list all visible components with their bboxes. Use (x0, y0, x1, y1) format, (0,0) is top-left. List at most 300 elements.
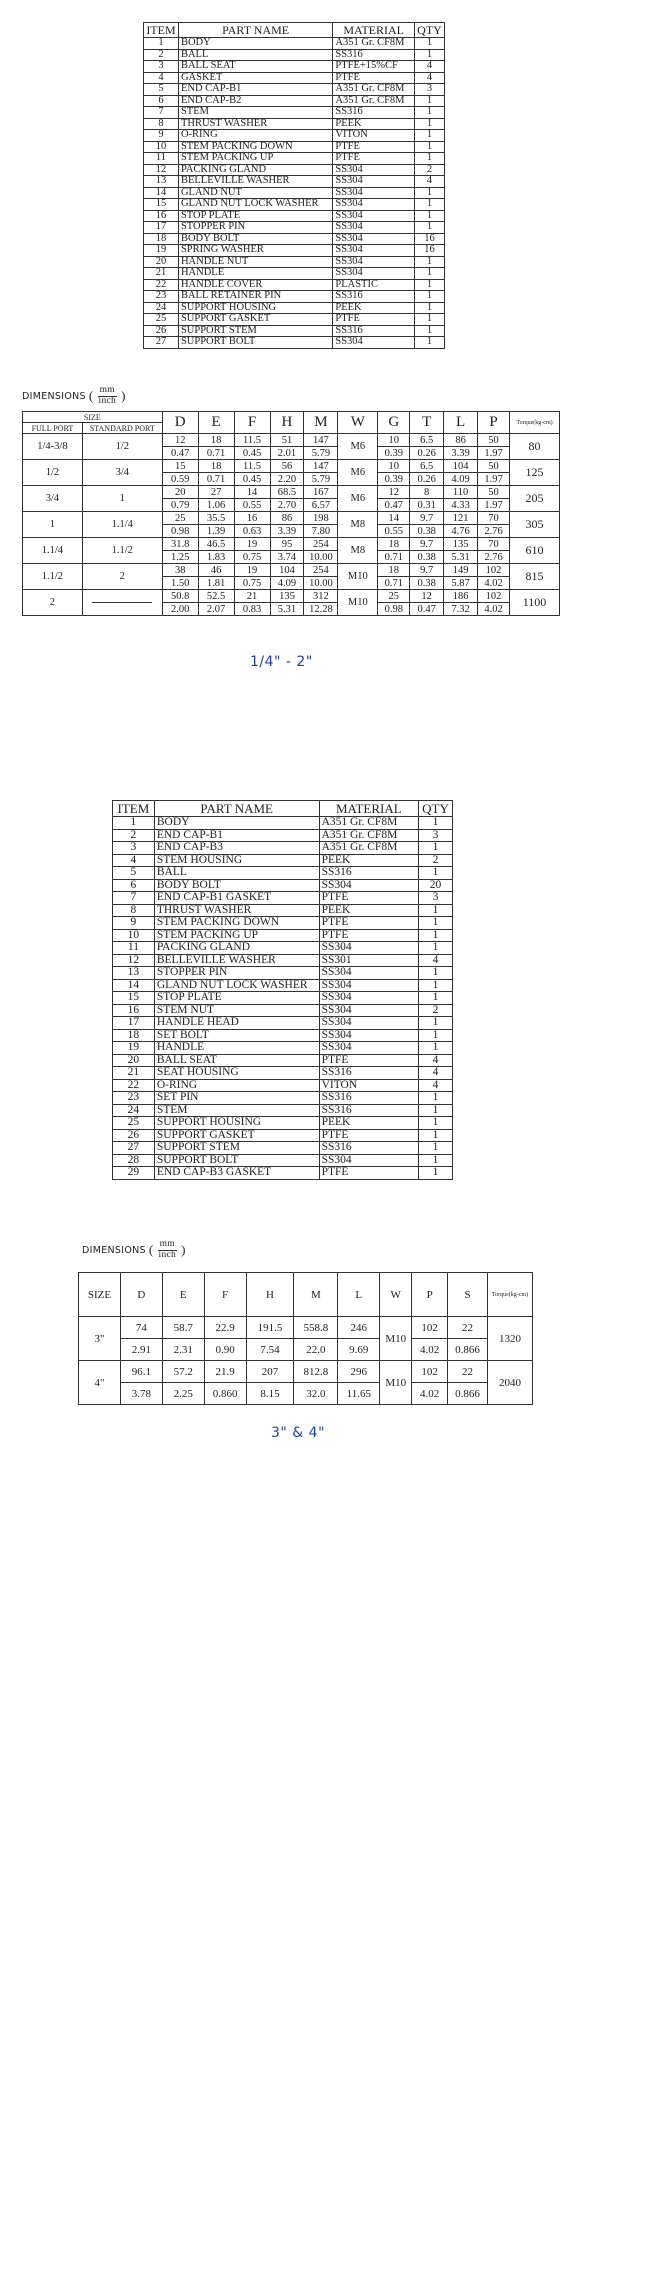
material: SS304 (319, 979, 418, 992)
torque: 80 (510, 434, 560, 460)
dim-f-mm: 22.9 (204, 1317, 246, 1339)
dim-p-inch: 4.02 (412, 1383, 448, 1405)
item-number: 29 (113, 1167, 155, 1180)
table-row (144, 61, 445, 73)
torque: 815 (510, 564, 560, 590)
section-title-2: 3" & 4" (271, 1425, 326, 1441)
dimensions-table-1 (22, 411, 560, 616)
material: SS304 (319, 1029, 418, 1042)
unit-fraction (157, 1240, 179, 1261)
table-row (113, 942, 453, 955)
dim-d-inch: 1.50 (162, 577, 198, 590)
part-name: STEM PACKING DOWN (154, 917, 319, 930)
table-row (113, 917, 453, 930)
dim-e-mm: 46.5 (198, 538, 234, 551)
dim-m-inch: 5.79 (304, 447, 338, 460)
dim-d-mm: 38 (162, 564, 198, 577)
item-number: 1 (113, 817, 155, 830)
quantity: 1 (414, 210, 444, 222)
part-name: END CAP-B3 (154, 842, 319, 855)
material: SS304 (333, 268, 415, 280)
item-number: 20 (144, 256, 179, 268)
item-number: 6 (144, 95, 179, 107)
material: SS316 (319, 1092, 418, 1105)
table-row (113, 1092, 453, 1105)
quantity: 1 (414, 118, 444, 130)
dim-e-inch: 2.31 (162, 1339, 204, 1361)
dim-t-inch: 0.26 (410, 447, 444, 460)
size: 3" (79, 1317, 121, 1361)
standard-port-header: STANDARD PORT (82, 423, 162, 434)
table-row (113, 1042, 453, 1055)
dim-h-inch: 2.70 (270, 499, 304, 512)
dimensions-label: DIMENSIONS (82, 1244, 146, 1256)
item-number: 23 (144, 291, 179, 303)
material: SS304 (319, 879, 418, 892)
material: A351 Gr. CF8M (319, 817, 418, 830)
part-name: SUPPORT BOLT (154, 1154, 319, 1167)
dim-h-inch: 7.54 (246, 1339, 294, 1361)
dim-d-mm: 12 (162, 434, 198, 447)
part-name: BALL (178, 49, 332, 61)
dim-l-mm: 186 (444, 590, 478, 603)
dim-t-mm: 9.7 (410, 538, 444, 551)
dim-p-mm: 102 (478, 564, 510, 577)
torque: 1100 (510, 590, 560, 616)
dim-m-mm: 167 (304, 486, 338, 499)
quantity: 1 (419, 1104, 453, 1117)
material: SS304 (333, 337, 415, 349)
part-name: GASKET (178, 72, 332, 84)
table-row (144, 49, 445, 61)
table-row (113, 1142, 453, 1155)
dim-t-inch: 0.38 (410, 577, 444, 590)
table-row (113, 879, 453, 892)
dim-h-mm: 207 (246, 1361, 294, 1383)
quantity: 1 (414, 199, 444, 211)
col-g: G (378, 412, 410, 434)
dim-d-inch: 0.59 (162, 473, 198, 486)
standard-port-size: 1.1/4 (82, 512, 162, 538)
full-port-header: FULL PORT (23, 423, 83, 434)
dim-d-inch: 2.00 (162, 603, 198, 616)
table-row (113, 954, 453, 967)
torque: 1320 (488, 1317, 533, 1361)
part-name: BODY BOLT (178, 233, 332, 245)
dim-m-mm: 312 (304, 590, 338, 603)
dim-m-mm: 147 (304, 434, 338, 447)
item-number: 6 (113, 879, 155, 892)
part-name: STEM HOUSING (154, 854, 319, 867)
item-number: 28 (113, 1154, 155, 1167)
part-name: HANDLE (154, 1042, 319, 1055)
dim-row-mm (23, 486, 560, 499)
material: SS316 (333, 107, 415, 119)
part-name: END CAP-B2 (178, 95, 332, 107)
quantity: 3 (414, 84, 444, 96)
material: SS304 (333, 164, 415, 176)
dim-h-mm: 135 (270, 590, 304, 603)
quantity: 1 (414, 107, 444, 119)
table-row (113, 867, 453, 880)
part-name: GLAND NUT LOCK WASHER (154, 979, 319, 992)
dim-p-mm: 102 (478, 590, 510, 603)
dim-m-mm: 198 (304, 512, 338, 525)
dim-row-mm (23, 538, 560, 551)
material: PEEK (319, 854, 418, 867)
quantity: 1 (419, 867, 453, 880)
dim-w: M8 (338, 538, 378, 564)
header-qty: QTY (414, 23, 444, 38)
material: PTFE (333, 141, 415, 153)
item-number: 16 (113, 1004, 155, 1017)
material: PEEK (333, 302, 415, 314)
quantity: 1 (419, 1092, 453, 1105)
torque: 305 (510, 512, 560, 538)
item-number: 8 (113, 904, 155, 917)
table-row (113, 1017, 453, 1030)
part-name: END CAP-B1 (178, 84, 332, 96)
dim-h-mm: 56 (270, 460, 304, 473)
dim-t-mm: 8 (410, 486, 444, 499)
col-w: W (338, 412, 378, 434)
material: SS304 (319, 992, 418, 1005)
dim-p-mm: 50 (478, 486, 510, 499)
dim-g-inch: 0.55 (378, 525, 410, 538)
dash-line (92, 602, 152, 603)
dim-e-mm: 52.5 (198, 590, 234, 603)
quantity: 1 (414, 222, 444, 234)
dim-d-inch: 0.47 (162, 447, 198, 460)
part-name: SUPPORT BOLT (178, 337, 332, 349)
parts-table-1-header (144, 23, 445, 38)
quantity: 1 (414, 141, 444, 153)
dim-d-mm: 15 (162, 460, 198, 473)
item-number: 13 (144, 176, 179, 188)
quantity: 1 (414, 314, 444, 326)
part-name: SUPPORT HOUSING (154, 1117, 319, 1130)
quantity: 1 (414, 95, 444, 107)
table-row (144, 164, 445, 176)
dim-f-inch: 0.45 (234, 473, 270, 486)
quantity: 3 (419, 892, 453, 905)
material: SS316 (319, 1104, 418, 1117)
table-row (113, 929, 453, 942)
table-row (113, 1067, 453, 1080)
part-name: BALL SEAT (154, 1054, 319, 1067)
unit-fraction (97, 386, 119, 407)
material: PEEK (319, 904, 418, 917)
quantity: 1 (414, 187, 444, 199)
part-name: SUPPORT STEM (154, 1142, 319, 1155)
full-port-size: 1.1/4 (23, 538, 83, 564)
col-e: E (162, 1273, 204, 1317)
col-f: F (204, 1273, 246, 1317)
quantity: 1 (419, 1029, 453, 1042)
dim-g-inch: 0.98 (378, 603, 410, 616)
torque: 205 (510, 486, 560, 512)
part-name: SUPPORT HOUSING (178, 302, 332, 314)
parts-table-2 (112, 800, 453, 1180)
col-m: M (304, 412, 338, 434)
quantity: 3 (419, 829, 453, 842)
material: SS304 (333, 176, 415, 188)
part-name: THRUST WASHER (154, 904, 319, 917)
dim-t-inch: 0.38 (410, 525, 444, 538)
part-name: STEM NUT (154, 1004, 319, 1017)
item-number: 11 (144, 153, 179, 165)
dim-row-mm (79, 1361, 533, 1383)
quantity: 1 (419, 979, 453, 992)
quantity: 1 (414, 153, 444, 165)
dim-p-inch: 1.97 (478, 447, 510, 460)
dim-e-inch: 2.25 (162, 1383, 204, 1405)
dim-g-mm: 10 (378, 434, 410, 447)
part-name: BALL SEAT (178, 61, 332, 73)
dim-p-mm: 102 (412, 1361, 448, 1383)
header-item: ITEM (113, 801, 155, 817)
item-number: 25 (144, 314, 179, 326)
dim-p-inch: 4.02 (478, 577, 510, 590)
dim-f-mm: 14 (234, 486, 270, 499)
quantity: 1 (419, 1129, 453, 1142)
table-row (144, 268, 445, 280)
dim-h-inch: 8.15 (246, 1383, 294, 1405)
quantity: 1 (414, 38, 444, 50)
material: VITON (319, 1079, 418, 1092)
table-row (144, 256, 445, 268)
dim-d-mm: 31.8 (162, 538, 198, 551)
part-name: STEM (178, 107, 332, 119)
dimensions-table-2 (78, 1272, 533, 1405)
dim-w: M10 (338, 590, 378, 616)
dim-w: M10 (380, 1361, 412, 1405)
dimensions-caption-1: DIMENSIONS ( $\frac{mm}{\text{inch}}$ ) (22, 385, 126, 406)
dim-m-mm: 147 (304, 460, 338, 473)
item-number: 16 (144, 210, 179, 222)
dim-s-mm: 22 (448, 1317, 488, 1339)
material: SS304 (333, 222, 415, 234)
quantity: 1 (419, 1154, 453, 1167)
dim-d-mm: 25 (162, 512, 198, 525)
item-number: 7 (113, 892, 155, 905)
dim-e-mm: 18 (198, 434, 234, 447)
dim-h-mm: 95 (270, 538, 304, 551)
dim-row-mm (23, 590, 560, 603)
dim-e-inch: 0.71 (198, 473, 234, 486)
material: SS304 (319, 1042, 418, 1055)
standard-port-size: 3/4 (82, 460, 162, 486)
item-number: 27 (113, 1142, 155, 1155)
unit-inch: inch (158, 1249, 177, 1260)
item-number: 27 (144, 337, 179, 349)
part-name: SUPPORT STEM (178, 325, 332, 337)
part-name: HANDLE HEAD (154, 1017, 319, 1030)
material: SS304 (319, 1017, 418, 1030)
quantity: 1 (414, 291, 444, 303)
dim-e-mm: 27 (198, 486, 234, 499)
dim-p-mm: 50 (478, 460, 510, 473)
dim-h-inch: 2.20 (270, 473, 304, 486)
item-number: 3 (144, 61, 179, 73)
dim-t-inch: 0.31 (410, 499, 444, 512)
col-h: H (270, 412, 304, 434)
quantity: 4 (414, 72, 444, 84)
col-s: S (448, 1273, 488, 1317)
quantity: 4 (414, 61, 444, 73)
item-number: 26 (113, 1129, 155, 1142)
dim-f-mm: 21 (234, 590, 270, 603)
table-row (144, 130, 445, 142)
dim-p-inch: 1.97 (478, 473, 510, 486)
part-name: HANDLE COVER (178, 279, 332, 291)
item-number: 18 (113, 1029, 155, 1042)
material: A351 Gr. CF8M (319, 829, 418, 842)
dim-g-mm: 12 (378, 486, 410, 499)
table-row (144, 199, 445, 211)
dimensions-caption-2: DIMENSIONS ( $\frac{mm}{\text{inch}}$ ) (82, 1239, 186, 1260)
item-number: 9 (144, 130, 179, 142)
dim-row-mm (23, 512, 560, 525)
part-name: THRUST WASHER (178, 118, 332, 130)
quantity: 2 (419, 1004, 453, 1017)
dim-m-inch: 10.00 (304, 551, 338, 564)
dim-d-inch: 0.98 (162, 525, 198, 538)
full-port-size: 1 (23, 512, 83, 538)
item-number: 19 (144, 245, 179, 257)
part-name: STEM PACKING DOWN (178, 141, 332, 153)
table-row (144, 222, 445, 234)
material: A351 Gr. CF8M (319, 842, 418, 855)
dim-g-mm: 18 (378, 538, 410, 551)
parts-table-1 (143, 22, 445, 349)
table-row (113, 979, 453, 992)
part-name: O-RING (178, 130, 332, 142)
item-number: 13 (113, 967, 155, 980)
section-title-1: 1/4" - 2" (250, 654, 313, 670)
dim-e-inch: 1.39 (198, 525, 234, 538)
table-row (113, 1104, 453, 1117)
table-row (113, 1004, 453, 1017)
table-row (113, 992, 453, 1005)
dim-m-inch: 10.00 (304, 577, 338, 590)
quantity: 2 (414, 164, 444, 176)
dim-l-inch: 4.33 (444, 499, 478, 512)
item-number: 22 (144, 279, 179, 291)
dim-e-mm: 35.5 (198, 512, 234, 525)
standard-port-size (82, 590, 162, 616)
part-name: END CAP-B1 (154, 829, 319, 842)
quantity: 20 (419, 879, 453, 892)
quantity: 1 (414, 256, 444, 268)
torque: 125 (510, 460, 560, 486)
dim-m-inch: 7.80 (304, 525, 338, 538)
table-row (113, 1167, 453, 1180)
material: SS316 (319, 867, 418, 880)
table-row (113, 1054, 453, 1067)
table-row (144, 314, 445, 326)
dim-h-inch: 3.74 (270, 551, 304, 564)
item-number: 12 (113, 954, 155, 967)
dim-p-mm: 70 (478, 512, 510, 525)
dim-f-mm: 21.9 (204, 1361, 246, 1383)
quantity: 1 (414, 279, 444, 291)
material: PLASTIC (333, 279, 415, 291)
dim-e-inch: 0.71 (198, 447, 234, 460)
part-name: SET PIN (154, 1092, 319, 1105)
quantity: 4 (419, 1067, 453, 1080)
parts-table-2-header (113, 801, 453, 817)
full-port-size: 1/4-3/8 (23, 434, 83, 460)
dim-l-inch: 5.87 (444, 577, 478, 590)
quantity: 1 (414, 130, 444, 142)
col-torque: Torque(kg-cm) (510, 412, 560, 434)
item-number: 17 (144, 222, 179, 234)
table-row (144, 187, 445, 199)
material: SS316 (319, 1067, 418, 1080)
dim-p-inch: 1.97 (478, 499, 510, 512)
quantity: 1 (419, 817, 453, 830)
dim-e-mm: 58.7 (162, 1317, 204, 1339)
dim-f-inch: 0.860 (204, 1383, 246, 1405)
dim-g-mm: 25 (378, 590, 410, 603)
table-row (113, 1129, 453, 1142)
table-row (144, 245, 445, 257)
dim-d-inch: 2.91 (120, 1339, 162, 1361)
material: A351 Gr. CF8M (333, 95, 415, 107)
header-part-name: PART NAME (178, 23, 332, 38)
full-port-size: 1.1/2 (23, 564, 83, 590)
part-name: SEAT HOUSING (154, 1067, 319, 1080)
dim-l-inch: 3.39 (444, 447, 478, 460)
part-name: BALL RETAINER PIN (178, 291, 332, 303)
dim-w: M10 (338, 564, 378, 590)
table-row (144, 118, 445, 130)
dim-h-inch: 3.39 (270, 525, 304, 538)
part-name: STOPPER PIN (154, 967, 319, 980)
dim-f-inch: 0.75 (234, 551, 270, 564)
material: PTFE (319, 917, 418, 930)
table-row (144, 141, 445, 153)
col-d: D (162, 412, 198, 434)
dim-m-mm: 254 (304, 564, 338, 577)
quantity: 4 (414, 176, 444, 188)
material: SS304 (319, 942, 418, 955)
item-number: 15 (113, 992, 155, 1005)
table-row (144, 107, 445, 119)
dim-h-mm: 191.5 (246, 1317, 294, 1339)
dim-p-inch: 4.02 (478, 603, 510, 616)
dim-l-mm: 86 (444, 434, 478, 447)
dim-m-inch: 5.79 (304, 473, 338, 486)
dim-s-mm: 22 (448, 1361, 488, 1383)
dim-p-mm: 102 (412, 1317, 448, 1339)
material: SS304 (333, 187, 415, 199)
dim-g-mm: 10 (378, 460, 410, 473)
standard-port-size: 2 (82, 564, 162, 590)
dim-w: M6 (338, 434, 378, 460)
dim-l-mm: 149 (444, 564, 478, 577)
dim-e-inch: 1.81 (198, 577, 234, 590)
header-qty: QTY (419, 801, 453, 817)
quantity: 4 (419, 954, 453, 967)
table-row (113, 892, 453, 905)
dim-l-mm: 246 (338, 1317, 380, 1339)
material: SS304 (333, 233, 415, 245)
item-number: 10 (144, 141, 179, 153)
quantity: 1 (419, 1117, 453, 1130)
col-f: F (234, 412, 270, 434)
